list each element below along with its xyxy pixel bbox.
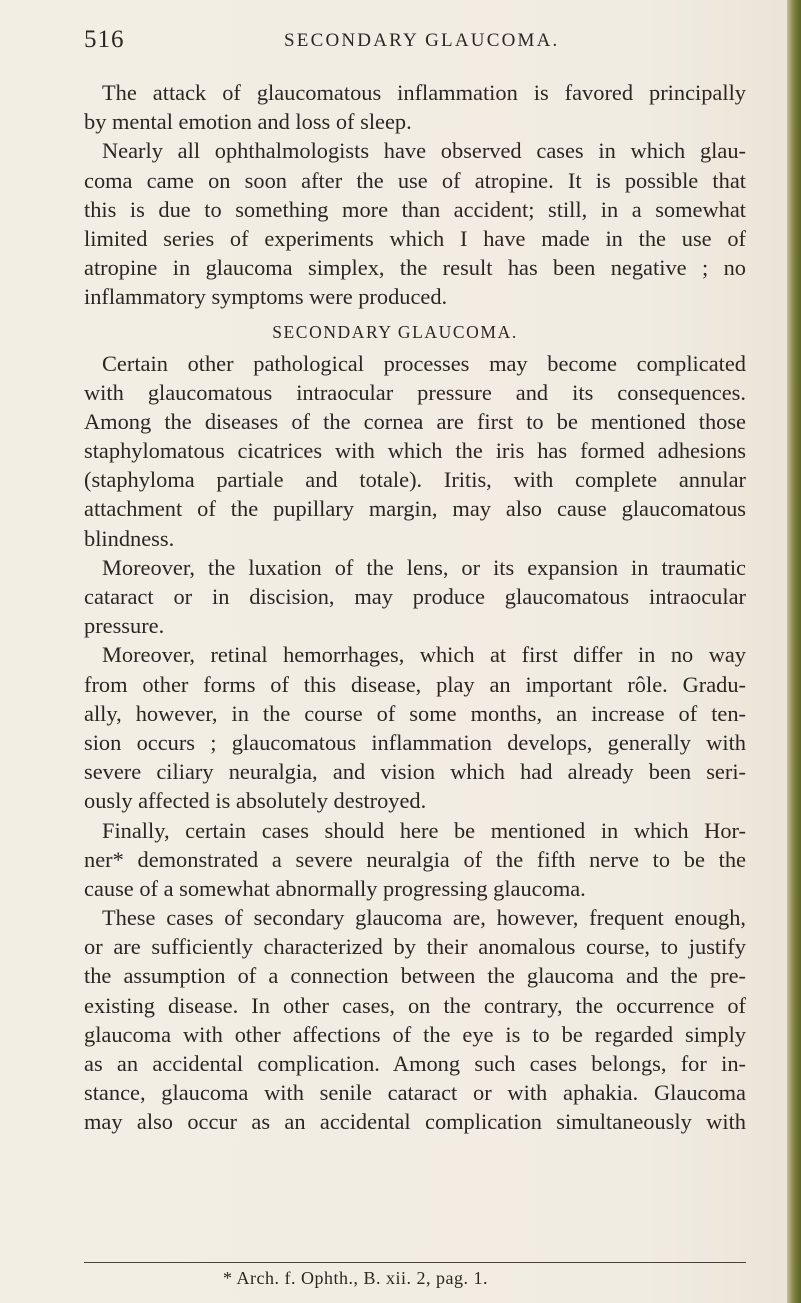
text-line: ously affected is absolutely destroyed. xyxy=(84,788,427,814)
body-text xyxy=(84,78,746,1137)
paragraph-6 xyxy=(84,816,746,904)
text-line: pressure. xyxy=(84,613,165,639)
text-line: the assumption of a connection between the glaucoma and the pre- xyxy=(84,963,746,989)
paragraph-4 xyxy=(84,553,746,641)
text-line: These cases of secondary glaucoma are, however, frequent enough, xyxy=(102,905,746,931)
paragraph-7 xyxy=(84,903,746,1137)
text-line: this is due to something more than accident; still, in a somewhat xyxy=(84,196,746,222)
text-line: Nearly all ophthalmologists have observed cases in which glau- xyxy=(102,138,746,164)
paragraph-1 xyxy=(84,78,746,136)
text-line: from other forms of this disease, play an important rôle. Gradu- xyxy=(84,671,746,697)
text-line: Moreover, retinal hemorrhages, which at first differ in no way xyxy=(102,642,746,668)
text-line: existing disease. In other cases, on the contrary, the occurrence of xyxy=(84,992,746,1018)
text-line: staphylomatous cicatrices with which the iris has formed adhesions xyxy=(84,438,746,464)
page-number: 516 xyxy=(84,26,125,53)
text-line: stance, glaucoma with senile cataract or with aphakia. Glaucoma xyxy=(84,1080,746,1106)
text-line: ally, however, in the course of some months, an increase of ten- xyxy=(84,700,746,726)
text-line: Finally, certain cases should here be mentioned in which Hor- xyxy=(102,817,746,843)
text-line: ner* demonstrated a severe neuralgia of the fifth nerve to be the xyxy=(84,846,746,872)
text-line: blindness. xyxy=(84,525,175,551)
footnote: * Arch. f. Ophth., B. xii. 2, pag. 1. xyxy=(223,1268,488,1288)
text-line: may also occur as an accidental complication simultaneously with xyxy=(84,1109,746,1135)
text-line: severe ciliary neuralgia, and vision which had already been seri- xyxy=(84,759,746,785)
page-header xyxy=(84,26,734,60)
text-line: Among the diseases of the cornea are first to be mentioned those xyxy=(84,408,746,434)
text-line: Moreover, the luxation of the lens, or its expansion in traumatic xyxy=(102,554,746,580)
text-line: cause of a somewhat abnormally progressing glaucoma. xyxy=(84,875,586,901)
footnote-rule xyxy=(84,1262,746,1263)
text-line: atropine in glaucoma simplex, the result has been negative ; no xyxy=(84,255,746,281)
section-heading: SECONDARY GLAUCOMA. xyxy=(272,321,518,342)
text-line: limited series of experiments which I have made in the use of xyxy=(84,225,746,251)
text-line: (staphyloma partiale and totale). Iritis, with complete annular xyxy=(84,467,746,493)
text-line: glaucoma with other affections of the eye is to be regarded simply xyxy=(84,1021,746,1047)
text-line: attachment of the pupillary margin, may also cause glaucomatous xyxy=(84,496,746,522)
text-line: or are sufficiently characterized by their anomalous course, to justify xyxy=(84,934,746,960)
page-edge xyxy=(787,0,801,1303)
running-head: SECONDARY GLAUCOMA. xyxy=(284,30,560,51)
text-line: inflammatory symptoms were produced. xyxy=(84,284,448,310)
text-line: sion occurs ; glaucomatous inflammation develops, generally with xyxy=(84,729,746,755)
paragraph-2 xyxy=(84,136,746,311)
text-line: The attack of glaucomatous inflammation is favored principally xyxy=(102,80,746,105)
text-line: as an accidental complication. Among such cases belongs, for in- xyxy=(84,1051,746,1076)
paragraph-3 xyxy=(84,349,746,553)
paragraph-5 xyxy=(84,640,746,815)
text-line: cataract or in discision, may produce glaucomatous intraocular xyxy=(84,584,746,609)
text-line: by mental emotion and loss of sleep. xyxy=(84,109,412,135)
text-line: Certain other pathological processes may become complicated xyxy=(102,350,746,376)
text-line: coma came on soon after the use of atropine. It is possible that xyxy=(84,167,746,193)
text-line: with glaucomatous intraocular pressure and its consequences. xyxy=(84,379,746,405)
